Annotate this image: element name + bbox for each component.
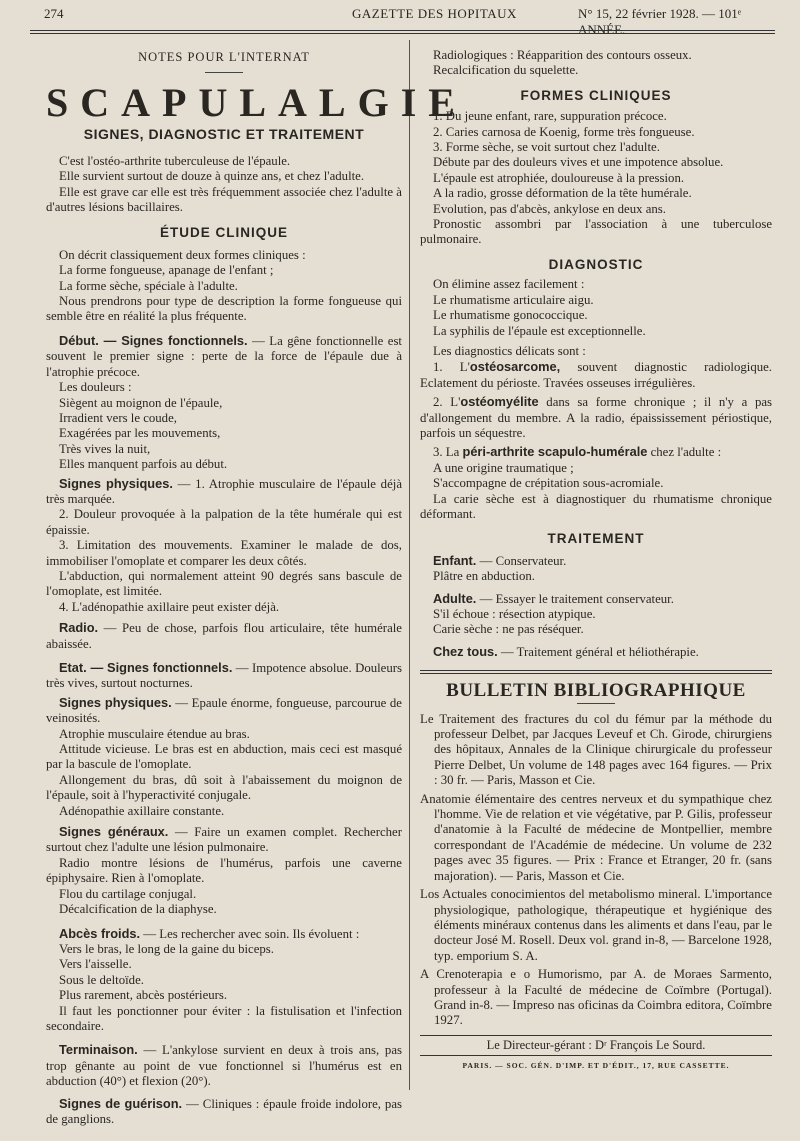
article-subtitle: SIGNES, DIAGNOSTIC ET TRAITEMENT [83,126,365,143]
paragraph [46,695,402,727]
header-rule [30,30,775,34]
biblio-rule [577,703,615,704]
printer-line: PARIS. — SOC. GÉN. D'IMP. ET D'ÉDIT., 17, RUE CASSETTE. [462,1061,730,1071]
lead: Etat. — Signes fonctionnels. [59,660,233,675]
text-line: La syphilis de l'épaule est exceptionnelle. [433,323,646,338]
biblio-entry: Anatomie élémentaire des centres nerveux et du sympathique chez l'homme. Vie de relation et vie végétative, par P. Gilis, professeur d'anatomie à la Faculté de médecine de Montpellier, membre correspondant de l'Académie de médecine. Un volume de 232 pages avec 35 figures. — Prix : France et Etranger, 20 fr. (sans majoration). — Paris, Masson et Cie. [420,791,772,883]
text-line: Vers le bras, le long de la gaine du biceps. [59,941,274,956]
paragraph [420,553,772,569]
biblio-title: BULLETIN BIBLIOGRAPHIQUE [446,680,746,702]
text-line: Radio montre lésions de l'humérus, parfois une caverne épiphysaire. Rien à l'omoplate. [46,855,402,886]
biblio-entry: A Crenoterapia e o Humorismo, par A. de Moraes Sarmento, professeur à la Faculté de médecine de Coïmbre (Portugal). Grand in-8. — Impreso nas oficinas da Coimbra editora, Coïmbre 1927. [420,967,772,1028]
column-divider [409,40,410,1090]
section-rule [420,670,772,674]
paragraph [420,591,772,607]
lead: Début. — Signes fonctionnels. [59,332,248,348]
text-line: Adénopathie axillaire constante. [59,803,225,818]
text-line: 1. Du jeune enfant, rare, suppuration précoce. [433,109,667,124]
text: — Essayer le traitement conservateur. [476,591,674,606]
lead: Chez tous. [433,643,498,659]
text-line: L'épaule est atrophiée, douloureuse à la pression. [433,170,685,185]
lead: Radio. [59,620,99,636]
section-heading: FORMES CLINIQUES [520,87,672,103]
journal-title: GAZETTE DES HOPITAUX [352,6,517,21]
paragraph [46,333,402,380]
section-heading: DIAGNOSTIC [548,256,644,272]
paragraph [46,824,402,856]
text-line: Plâtre en abduction. [433,569,535,584]
intro-line: C'est l'ostéo-arthrite tuberculeuse de l'épaule. [59,153,291,168]
paragraph [46,1042,402,1089]
lead: Signes physiques. [59,694,172,710]
lead: Terminaison. [59,1042,138,1058]
num: 2. L' [433,395,461,410]
text-line: Carie sèche : ne pas réséquer. [433,622,584,637]
text-line: Il faut les ponctionner pour éviter : la fistulisation et l'infection secondaire. [46,1003,402,1033]
text-line: Evolution, pas d'abcès, ankylose en deux ans. [433,201,666,216]
biblio-entry: Le Traitement des fractures du col du fémur par la méthode du professeur Delbet, par Jacques Leveuf et Ch. Girode, chirurgiens des hôpitaux, Annales de la Clinique chirurgicale du professeur Pierre Delbet, Un volume de 148 pages avec 164 figures. — Prix : 30 fr. — Paris, Masson et Cie. [420,711,772,788]
printer-rule [420,1055,772,1056]
paragraph [46,620,402,652]
text-line: Attitude vicieuse. Le bras est en abduction, mais ceci est masqué par la bascule de l'omoplate. [46,742,402,772]
lead: ostéosarcome, [469,359,561,375]
notes-heading: NOTES POUR L'INTERNAT [138,50,310,64]
text-line: 4. L'adénopathie axillaire peut exister déjà. [59,599,280,614]
section-heading: ÉTUDE CLINIQUE [159,225,288,241]
section-heading: TRAITEMENT [547,531,645,547]
paragraph [420,644,772,660]
text-line: Radiologiques : Réapparition des contours osseux. [433,48,692,62]
text-line: Sous le deltoïde. [59,972,144,987]
text: — 1. Atrophie musculaire de l'épaule déjà très marquée. [46,476,402,506]
text: chez l'adulte : [647,445,722,460]
text-line: Elles manquent parfois au début. [59,457,228,472]
paragraph [46,660,402,692]
paragraph [46,1096,402,1128]
lead: ostéomyélite [460,394,539,410]
text-line: On élimine assez facilement : [433,277,585,292]
text-line: La forme sèche, spéciale à l'adulte. [59,278,238,293]
paragraph [420,359,772,391]
paragraph [46,476,402,508]
text-line: A une origine traumatique ; [433,460,574,475]
article-title: SCAPULALGIE [46,80,467,126]
lead: Signes généraux. [59,824,169,840]
text-line: S'il échoue : résection atypique. [433,607,596,621]
lead: Signes de guérison. [59,1095,183,1111]
paragraph [420,394,772,441]
text: dans sa forme chronique ; il n'y a pas d'allongement du membre. A la radio, épaississement périostique, parfois un séquestre. [420,395,772,440]
text-line: 3. Limitation des mouvements. Examiner le malade de dos, immobiliser l'omoplate et comparer les deux côtés. [46,538,402,568]
text: — Les rechercher avec soin. Ils évoluent : [140,926,360,941]
text-line: La carie sèche est à diagnostiquer du rhumatisme chronique déformant. [420,491,772,521]
page-number: 274 [44,6,64,21]
text-line: Pronostic assombri par l'association à une tuberculose pulmonaire. [420,217,772,247]
text-line: La forme fongueuse, apanage de l'enfant ; [59,263,274,278]
lead: Adulte. [433,590,477,606]
bibliography [420,712,772,1029]
text: — Conservateur. [476,553,567,568]
text-line: Irradient vers le coude, [59,410,177,425]
text-line: Recalcification du squelette. [433,63,579,78]
paragraph [420,444,772,460]
num: 1. L' [433,360,470,375]
text: — Peu de chose, parfois flou articulaire, tête humérale abaissée. [46,621,402,651]
text-line: Allongement du bras, dû soit à l'abaissement du moignon de l'épaule, soit à l'hyperactivité conjugale. [46,772,402,803]
signature-rule [420,1035,772,1036]
intro-line: Elle survient surtout de douze à quinze ans, et chez l'adulte. [59,169,365,184]
text-line: Exagérées par les mouvements, [59,426,221,441]
biblio-entry: Los Actuales conocimientos del metabolismo mineral. L'importance physiologique, pathologique, thérapeutique et hygiénique des éléments minéraux contenus dans les aliments et dans l'eau, par le docteur José M. Rosell. Deux vol. grand in-8, — Barcelone 1928, typ. emporium S. A. [420,887,772,963]
text-line: A la radio, grosse déformation de la tête humérale. [433,186,692,201]
text-line: Flou du cartilage conjugal. [59,886,197,901]
signature: Le Directeur-gérant : Dʳ François Le Sourd. [486,1037,706,1052]
text: — Impotence absolue. Douleurs très vives, surtout nocturnes. [46,661,402,691]
text: — Epaule énorme, fongueuse, parcourue de veinosités. [46,695,402,726]
right-column [420,48,772,1074]
text-line: Plus rarement, abcès postérieurs. [59,988,228,1003]
text: — Cliniques : épaule froide indolore, pas de ganglions. [46,1096,402,1126]
text-line: Les diagnostics délicats sont : [433,343,586,358]
lead: Signes physiques. [59,475,173,491]
text: souvent diagnostic radiologique. Eclatement du périoste. Travées osseuses irrégulières. [420,360,772,390]
intro [46,154,402,216]
text-line: 3. Forme sèche, se voit surtout chez l'adulte. [433,140,660,155]
text: — L'ankylose survient en deux à trois ans, pas trop gênante au point de vue fonctionnel si l'humérus est en abduction (40°) et flexion (20°). [46,1043,402,1089]
text-line: 2. Caries carnosa de Koenig, forme très fongueuse. [433,124,695,139]
text-line: 2. Douleur provoquée à la palpation de la tête humérale qui est épaissie. [46,507,402,537]
text-line: On décrit classiquement deux formes cliniques : [59,247,306,262]
text-line: Très vives la nuit, [59,441,151,456]
issue-date: N° 15, 22 février 1928. — 101ᵉ ANNÉE. [578,6,742,37]
text-line: Le rhumatisme articulaire aigu. [433,292,594,307]
text-line: L'abduction, qui normalement atteint 90 degrés sans bascule de l'omoplate, est limitée. [46,568,402,599]
page-header [30,0,775,37]
intro-line: Elle est grave car elle est très fréquemment associée chez l'adulte à d'autres lésions bacillaires. [46,184,402,215]
text: — Faire un examen complet. Rechercher surtout chez l'adulte une lésion pulmonaire. [46,825,402,855]
num: 3. La [433,445,463,460]
text-line: Les douleurs : [59,380,132,395]
lead: Abcès froids. [59,925,141,941]
text: — Traitement général et héliothérapie. [497,644,699,659]
lead: péri-arthrite scapulo-humérale [462,444,648,460]
text-line: S'accompagne de crépitation sous-acromiale. [433,476,664,491]
text-line: Le rhumatisme gonococcique. [433,308,588,323]
text-line: Décalcification de la diaphyse. [59,902,217,917]
text-line: Débute par des douleurs vives et une impotence absolue. [433,155,724,170]
notes-rule [205,72,243,73]
text-line: Atrophie musculaire étendue au bras. [59,726,250,741]
text: — La gêne fonctionnelle est souvent le premier signe : perte de la force de l'épaule due à l'atrophie précoce. [46,333,402,379]
text-line: Siègent au moignon de l'épaule, [59,395,223,410]
text-line: Vers l'aisselle. [59,957,132,972]
paragraph [46,926,402,942]
text-line: Nous prendrons pour type de description la forme fongueuse qui semble être en réalité la plus fréquente. [46,294,402,324]
lead: Enfant. [433,552,477,568]
